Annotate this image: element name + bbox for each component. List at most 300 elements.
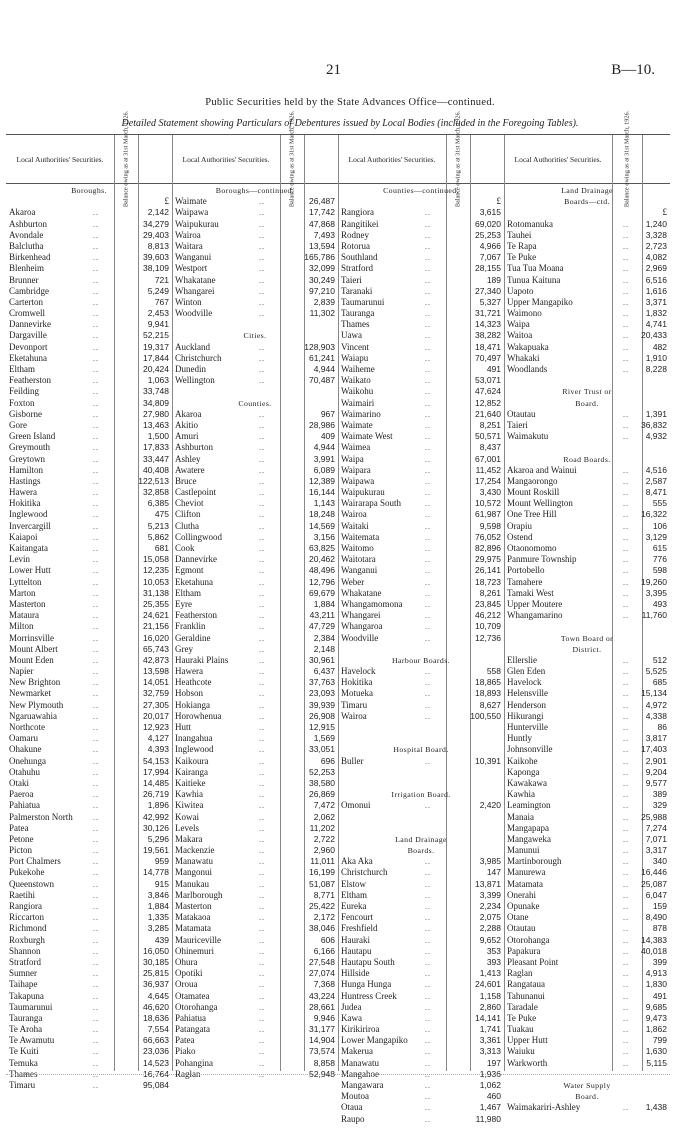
section-heading [507, 633, 667, 644]
balance-value: 30,185 [143, 956, 169, 967]
dot-leader: .. [623, 924, 629, 934]
table-row [507, 487, 667, 498]
balance-value: 493 [652, 598, 667, 609]
table-row [175, 219, 335, 230]
dot-leader: .. [623, 588, 629, 598]
balance-value: 1,467 [479, 1102, 501, 1113]
authority-name: Waimono [507, 308, 542, 319]
balance-value: 69,679 [309, 587, 335, 598]
balance-value: 4,338 [645, 710, 667, 721]
dot-leader: .. [259, 857, 265, 867]
table-row [175, 532, 335, 543]
balance-value: 31,177 [309, 1024, 335, 1035]
authority-name: Kawhia [507, 789, 535, 800]
authority-name: Rodney [341, 229, 369, 240]
balance-value: 14,523 [143, 1057, 169, 1068]
unit-row [341, 196, 501, 207]
table-row [341, 1091, 501, 1102]
table-row [507, 599, 667, 610]
authority-name: Marton [9, 587, 36, 598]
dot-leader: .. [425, 611, 431, 621]
balance-value: 43,224 [309, 990, 335, 1001]
authority-name: Port Chalmers [9, 856, 61, 867]
dot-leader: .. [425, 1081, 431, 1090]
balance-value: 959 [154, 856, 169, 867]
balance-value: 14,904 [309, 1035, 335, 1046]
authority-name: Hamilton [9, 464, 43, 475]
table-row [175, 286, 335, 297]
table-row [341, 991, 501, 1002]
authority-name: One Tree Hill [507, 509, 557, 520]
dot-leader: .. [93, 644, 99, 654]
authority-name: Cheviot [175, 498, 204, 509]
balance-value: 4,082 [645, 252, 667, 263]
dot-leader: .. [93, 443, 99, 453]
table-row [9, 398, 169, 409]
authority-name: Masterton [9, 598, 46, 609]
dot-leader: .. [425, 432, 431, 442]
balance-value: 31,138 [143, 587, 169, 598]
table-row [507, 330, 667, 341]
authority-name: Hokianga [175, 699, 210, 710]
balance-value: 38,109 [143, 263, 169, 274]
dot-leader: .. [623, 1058, 629, 1068]
table-row [9, 476, 169, 487]
dot-leader: .. [93, 599, 99, 609]
table-row [507, 979, 667, 990]
balance-value: 8,228 [645, 364, 667, 374]
authority-name: Bruce [175, 475, 197, 486]
dot-leader: .. [93, 353, 99, 363]
balance-value: 1,616 [645, 285, 667, 296]
dot-leader: .. [623, 756, 629, 766]
balance-value: 3,991 [313, 453, 335, 464]
dot-leader: .. [425, 711, 431, 721]
table-row [9, 834, 169, 845]
authority-name: Whangamomona [341, 598, 403, 609]
balance-value: 2,860 [479, 1001, 501, 1012]
balance-value: 53,071 [475, 375, 501, 386]
balance-value: 5,249 [147, 285, 169, 296]
dot-leader: .. [93, 1081, 99, 1090]
table-row [9, 610, 169, 621]
dot-leader: .. [623, 1002, 629, 1012]
authority-name: Otaonomomo [507, 543, 557, 553]
table-row [175, 812, 335, 823]
table-row [9, 364, 169, 375]
table-row [175, 979, 335, 990]
table-row [175, 856, 335, 867]
dot-leader: .. [259, 868, 265, 878]
table-row [9, 543, 169, 554]
dot-leader: .. [259, 454, 265, 464]
authority-name: Mangaorongo [507, 475, 558, 486]
dot-leader: .. [623, 611, 629, 621]
balance-value: 14,323 [475, 319, 501, 330]
authority-name: Rangiora [341, 207, 374, 218]
balance-value: 122,513 [138, 475, 169, 486]
authority-name: Southland [341, 252, 378, 263]
dot-leader: .. [425, 476, 431, 486]
authority-name: Mount Eden [9, 654, 54, 665]
balance-value: 12,736 [475, 632, 501, 643]
table-row [341, 252, 501, 263]
section-heading [341, 789, 501, 800]
balance-value: 9,685 [645, 1001, 667, 1012]
dot-leader: .. [623, 767, 629, 777]
balance-value: 13,594 [309, 240, 335, 251]
balance-value: 46,620 [143, 1001, 169, 1012]
table-row [175, 364, 335, 375]
table-row [341, 330, 501, 341]
authority-name: Waimate West [341, 431, 393, 442]
dot-leader: .. [259, 734, 265, 744]
authority-name: Milton [9, 621, 34, 632]
table-row [9, 342, 169, 353]
authority-name: Mangahoe [341, 1068, 379, 1079]
blank-row [341, 778, 501, 789]
table-row [9, 979, 169, 990]
authority-name: Westport [175, 263, 208, 274]
balance-value: 915 [154, 878, 169, 889]
dot-leader: .. [93, 767, 99, 777]
dot-leader: .. [93, 387, 99, 397]
authority-name: Waitotara [341, 554, 376, 565]
table-row [9, 722, 169, 733]
dot-leader: .. [93, 521, 99, 531]
authority-name: Thames [341, 319, 370, 330]
authority-name: Lower Mangapiko [341, 1035, 408, 1046]
authority-name: Papakura [507, 945, 541, 956]
dot-leader: .. [93, 980, 99, 990]
table-row [507, 756, 667, 767]
dot-leader: .. [259, 700, 265, 710]
balance-value: 9,652 [479, 934, 501, 945]
authority-name: Hillside [341, 968, 370, 979]
authority-name: Helensville [507, 688, 548, 699]
section-heading [341, 655, 501, 666]
balance-value: 15,134 [641, 688, 667, 699]
balance-value: 482 [652, 341, 667, 352]
authority-name: Woodville [341, 632, 379, 643]
balance-value: 721 [154, 274, 169, 285]
table-row [9, 744, 169, 755]
authority-name: Rangitikei [341, 218, 379, 229]
authority-name: Akaroa [9, 207, 36, 218]
balance-value: 26,908 [309, 710, 335, 721]
dot-leader: .. [93, 622, 99, 632]
balance-value: 9,204 [645, 766, 667, 777]
balance-value: 11,011 [310, 856, 335, 867]
dot-leader: .. [425, 801, 431, 811]
dot-leader: .. [259, 823, 265, 833]
balance-value: 47,624 [475, 386, 501, 397]
balance-value: 3,846 [147, 889, 169, 900]
balance-value: 52,948 [309, 1068, 335, 1079]
dot-leader: .. [425, 1069, 431, 1079]
authority-name: Kowai [175, 811, 199, 822]
balance-value: 20,424 [143, 364, 169, 374]
dot-leader: .. [259, 376, 265, 386]
dot-leader: .. [259, 711, 265, 721]
authority-name: Huntly [507, 733, 533, 744]
authority-name: Mount Roskill [507, 487, 560, 498]
authority-name: Elstow [341, 878, 367, 889]
authority-name: Eketahuna [175, 576, 213, 587]
balance-value: 47,729 [309, 621, 335, 632]
table-row [507, 319, 667, 330]
dot-leader: .. [93, 969, 99, 979]
balance-value: 2,142 [147, 207, 169, 218]
balance-value: 26,141 [475, 565, 501, 576]
dot-leader: .. [93, 611, 99, 621]
authority-name: Raglan [175, 1068, 201, 1079]
authority-name: Hobson [175, 688, 204, 699]
dot-leader: .. [425, 387, 431, 397]
dot-leader: .. [93, 465, 99, 475]
dot-leader: .. [259, 913, 265, 923]
balance-value: 23,036 [143, 1046, 169, 1057]
section-heading [507, 196, 667, 207]
authority-name: Takapuna [9, 990, 44, 1001]
dot-leader: .. [259, 991, 265, 1001]
dot-leader: .. [259, 499, 265, 509]
dot-leader: .. [425, 667, 431, 677]
table-row [507, 733, 667, 744]
table-row [9, 241, 169, 252]
balance-value: 4,944 [313, 442, 335, 453]
authority-name: Opunake [507, 901, 540, 911]
balance-value: 7,071 [645, 833, 667, 844]
balance-value: 4,932 [645, 431, 667, 442]
section-heading [341, 845, 501, 856]
table-row [507, 744, 667, 755]
authority-name: Taranaki [341, 285, 373, 296]
table-row [507, 946, 667, 957]
table-row [507, 241, 667, 252]
authority-name: Leamington [507, 800, 551, 811]
authority-name: Featherston [175, 610, 217, 621]
table-row [175, 409, 335, 420]
table-row [341, 901, 501, 912]
authority-name: Wairoa [175, 229, 201, 240]
balance-value: 10,053 [143, 576, 169, 587]
table-row [507, 957, 667, 968]
dot-leader: .. [259, 1002, 265, 1012]
dot-leader: .. [623, 1025, 629, 1035]
balance-value: 1,063 [147, 375, 169, 386]
dot-leader: .. [425, 286, 431, 296]
table-row [175, 655, 335, 666]
dot-leader: .. [93, 342, 99, 352]
table-row [9, 420, 169, 431]
dot-leader: .. [259, 924, 265, 934]
authority-name: Havelock [341, 666, 376, 677]
balance-value: 18,636 [143, 1012, 169, 1023]
balance-value: 33,051 [309, 744, 335, 755]
table-row [175, 1035, 335, 1046]
table-row [175, 308, 335, 319]
balance-value: 13,598 [143, 666, 169, 677]
table-row [175, 297, 335, 308]
dot-leader: .. [259, 980, 265, 990]
section-heading-text: Road Boards. [563, 454, 611, 464]
table-row [341, 923, 501, 934]
dot-leader: .. [259, 756, 265, 766]
dot-leader: .. [259, 544, 265, 553]
section-heading-text: Counties—continued. [383, 186, 459, 195]
table-row [175, 957, 335, 968]
table-row [175, 241, 335, 252]
dot-leader: .. [623, 678, 629, 688]
dot-leader: .. [93, 230, 99, 240]
dot-leader: .. [623, 890, 629, 900]
balance-value: 3,129 [645, 531, 667, 542]
authority-name: Upper Moutere [507, 598, 563, 609]
balance-value: 1,630 [645, 1046, 667, 1057]
authority-name: Akaroa [175, 408, 202, 419]
dot-leader: .. [623, 667, 629, 677]
table-column [9, 185, 169, 1091]
table-row [341, 577, 501, 588]
table-row [341, 711, 501, 722]
dot-leader: .. [623, 476, 629, 486]
dot-leader: .. [259, 275, 265, 285]
table-row [9, 935, 169, 946]
table-row [175, 666, 335, 677]
table-row [507, 532, 667, 543]
table-row [507, 700, 667, 711]
table-row [507, 845, 667, 856]
dot-leader: .. [425, 890, 431, 900]
balance-value: 606 [320, 934, 335, 945]
table-row [175, 700, 335, 711]
balance-value: 42,873 [143, 654, 169, 665]
authority-name: Onerahi [507, 889, 536, 900]
balance-value: 10,709 [475, 621, 501, 632]
table-row [175, 375, 335, 386]
authority-name: Castlepoint [175, 487, 216, 498]
dot-leader: .. [93, 678, 99, 688]
balance-value: 30,126 [143, 822, 169, 833]
authority-name: Featherston [9, 375, 51, 386]
balance-value: 33,748 [143, 386, 169, 397]
authority-name: Otorohanga [507, 934, 550, 945]
balance-value: 13,871 [475, 878, 501, 889]
dot-leader: .. [93, 834, 99, 844]
balance-value: 26,487 [309, 196, 335, 207]
authority-name: Pohangina [175, 1057, 213, 1068]
balance-value: 17,403 [641, 744, 667, 755]
authority-name: Avondale [9, 229, 44, 240]
authority-name: Taumarunui [9, 1001, 53, 1012]
balance-value: 16,764 [143, 1068, 169, 1079]
balance-value: 799 [652, 1035, 667, 1046]
authority-name: Mangaweka [507, 833, 551, 844]
table-row [9, 700, 169, 711]
balance-value: 100,550 [470, 710, 501, 721]
table-row [175, 577, 335, 588]
table-row [9, 375, 169, 386]
dot-leader: .. [93, 1047, 99, 1057]
column-divider [338, 135, 339, 1071]
balance-value: 17,254 [475, 475, 501, 486]
authority-name: Timaru [9, 1080, 36, 1090]
balance-value: 10,572 [475, 498, 501, 509]
table-row [9, 789, 169, 800]
table-row [341, 957, 501, 968]
table-row [175, 442, 335, 453]
table-row [341, 297, 501, 308]
table-row [341, 1035, 501, 1046]
authority-name: Waimakutu [507, 431, 549, 442]
dot-leader: .. [259, 902, 265, 911]
dot-leader: .. [259, 476, 265, 486]
table-row [175, 621, 335, 632]
authority-name: Opotiki [175, 968, 203, 979]
authority-name: Clutha [175, 520, 199, 531]
table-row [175, 476, 335, 487]
table-row [175, 610, 335, 621]
authority-name: Freshfield [341, 923, 378, 934]
dot-leader: .. [425, 1092, 431, 1102]
balance-value: 70,497 [475, 352, 501, 363]
balance-value: 27,548 [309, 956, 335, 967]
dot-leader: .. [93, 1025, 99, 1035]
authority-name: Thames [9, 1068, 38, 1079]
balance-value: 399 [652, 956, 667, 967]
authority-name: Levels [175, 822, 199, 833]
authority-name: Eltham [341, 889, 367, 900]
balance-value: 50,571 [475, 431, 501, 442]
table-row [175, 845, 335, 856]
dot-leader: .. [425, 913, 431, 923]
dot-leader: .. [425, 544, 431, 553]
balance-value: 2,969 [645, 263, 667, 274]
balance-value: 11,760 [641, 610, 667, 621]
dot-leader: .. [93, 376, 99, 386]
balance-value: 878 [652, 923, 667, 934]
balance-value: 776 [652, 554, 667, 565]
authority-name: Kawakawa [507, 777, 547, 788]
authority-name: Hauraki [341, 934, 370, 945]
dot-leader: .. [623, 488, 629, 498]
dot-leader: .. [93, 331, 99, 341]
balance-value: 20,017 [143, 710, 169, 721]
balance-value: 393 [486, 956, 501, 967]
authority-name: Hunterville [507, 722, 548, 732]
authority-name: Whangarei [175, 285, 215, 296]
dot-leader: .. [259, 946, 265, 956]
dot-leader: .. [259, 566, 265, 576]
dot-leader: .. [623, 566, 629, 576]
table-row [341, 543, 501, 554]
authority-name: Green Island [9, 431, 56, 442]
dot-leader: .. [425, 454, 431, 464]
dot-leader: .. [259, 1069, 265, 1079]
authority-name: Waiuku [507, 1046, 535, 1057]
dot-leader: .. [623, 655, 629, 665]
dot-leader: .. [623, 778, 629, 788]
dot-leader: .. [425, 264, 431, 274]
balance-value: 1,832 [645, 308, 667, 319]
balance-value: 1,335 [147, 912, 169, 923]
section-heading [341, 185, 501, 196]
authority-name: Pleasant Point [507, 956, 559, 967]
table-row [507, 823, 667, 834]
balance-value: 23,093 [309, 688, 335, 699]
dot-leader: .. [93, 667, 99, 677]
